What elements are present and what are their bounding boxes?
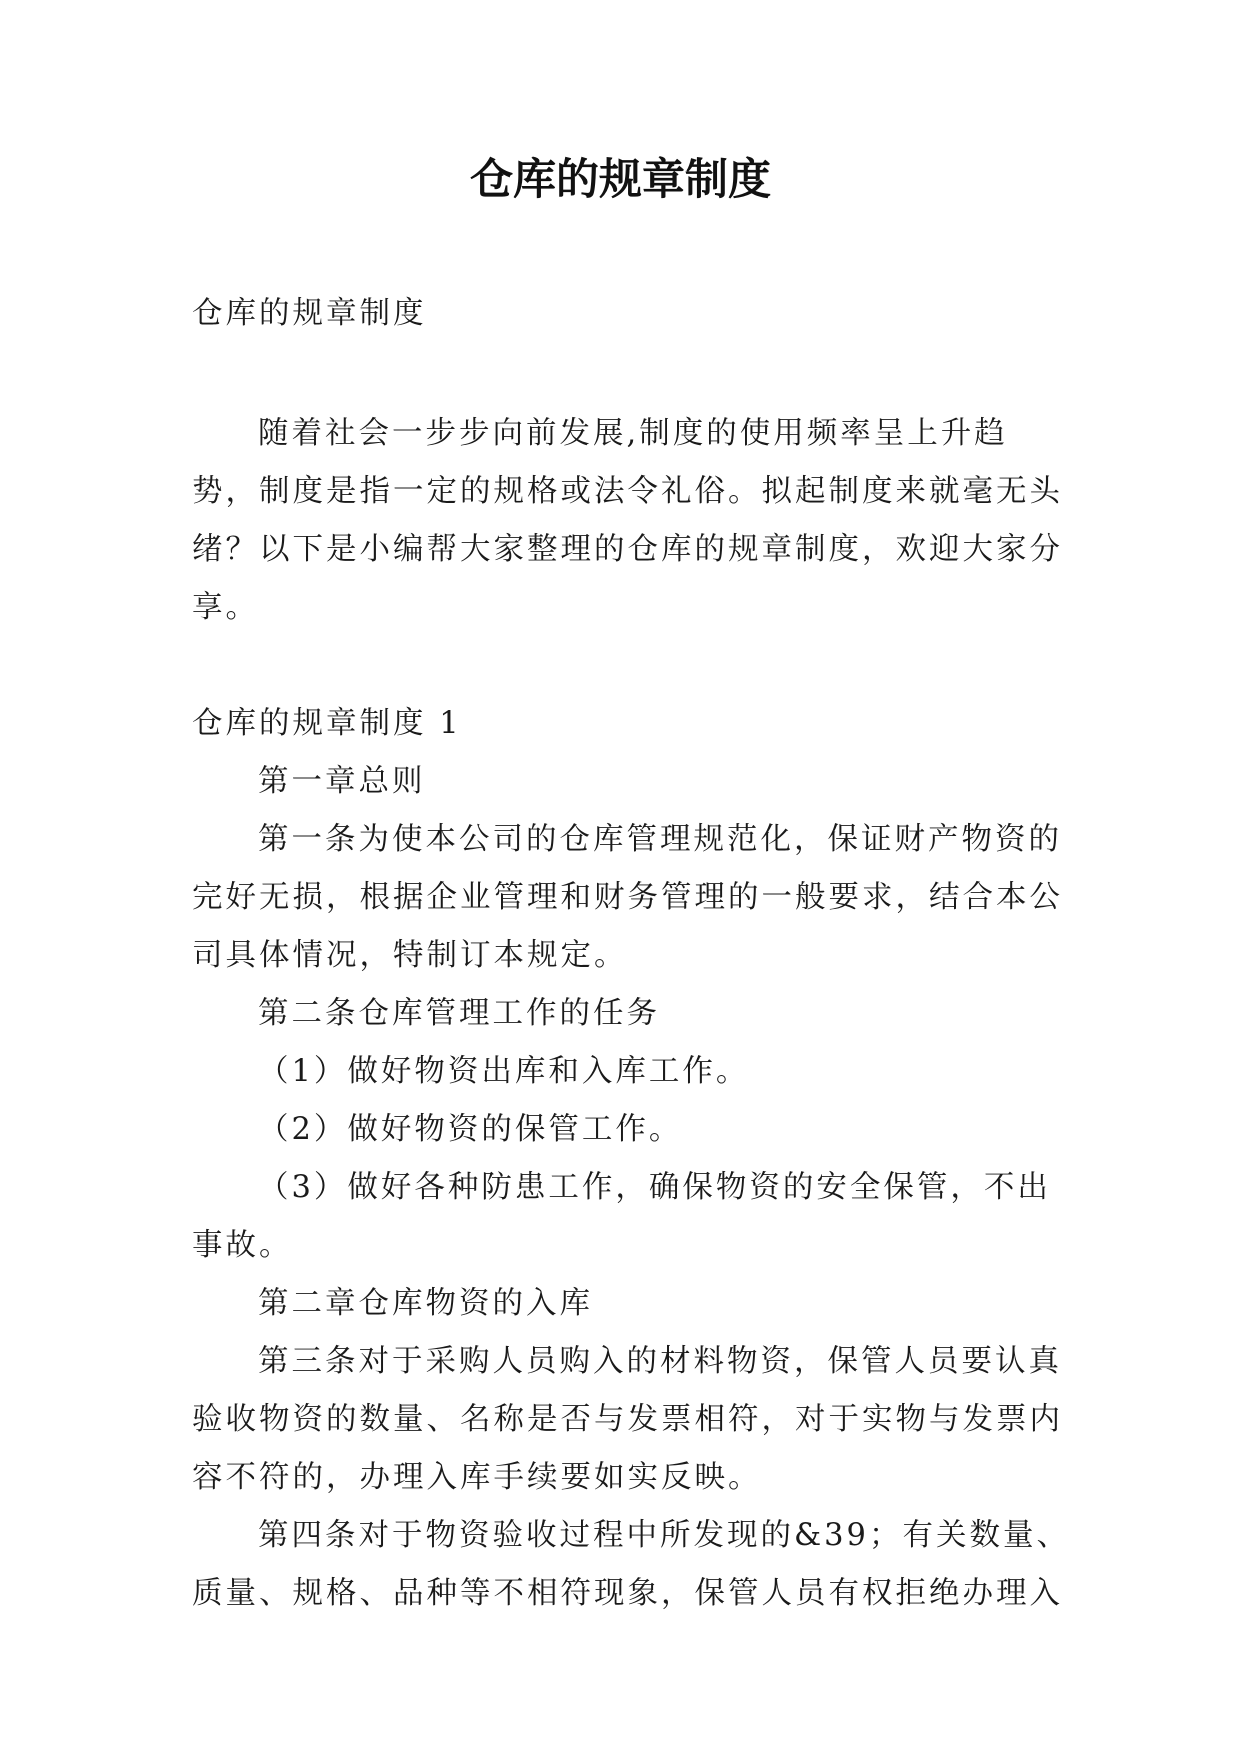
section-heading: 仓库的规章制度 1 bbox=[192, 706, 462, 741]
article-paragraph: 第一条为使本公司的仓库管理规范化，保证财产物资的完好无损，根据企业管理和财务管理的一般要求，结合本公司具体情况，特制订本规定。 bbox=[192, 822, 1063, 973]
article-paragraph: 第二条仓库管理工作的任务 bbox=[258, 996, 660, 1031]
spacer bbox=[192, 637, 1072, 695]
document-subtitle: 仓库的规章制度 bbox=[192, 296, 427, 331]
article-paragraph: 第四条对于物资验收过程中所发现的&39；有关数量、质量、规格、品种等不相符现象，保管人员有权拒绝办理入 bbox=[192, 1518, 1070, 1611]
article-paragraph: 第三条对于采购人员购入的材料物资，保管人员要认真验收物资的数量、名称是否与发票相符，对于实物与发票内容不符的，办理入库手续要如实反映。 bbox=[192, 1344, 1063, 1495]
list-item: （1）做好物资出库和入库工作。 bbox=[258, 1054, 750, 1089]
intro-paragraph: 随着社会一步步向前发展,制度的使用频率呈上升趋势，制度是指一定的规格或法令礼俗。拟起制度来就毫无头绪？以下是小编帮大家整理的仓库的规章制度，欢迎大家分享。 bbox=[192, 416, 1063, 625]
document-title: 仓库的规章制度 bbox=[470, 155, 771, 205]
list-item: （2）做好物资的保管工作。 bbox=[258, 1112, 683, 1147]
list-item: （3）做好各种防患工作，确保物资的安全保管，不出事故。 bbox=[192, 1170, 1051, 1263]
chapter-heading: 第一章总则 bbox=[258, 764, 426, 799]
chapter-heading: 第二章仓库物资的入库 bbox=[258, 1286, 593, 1321]
document-body bbox=[192, 285, 1072, 1623]
spacer bbox=[192, 343, 1072, 405]
